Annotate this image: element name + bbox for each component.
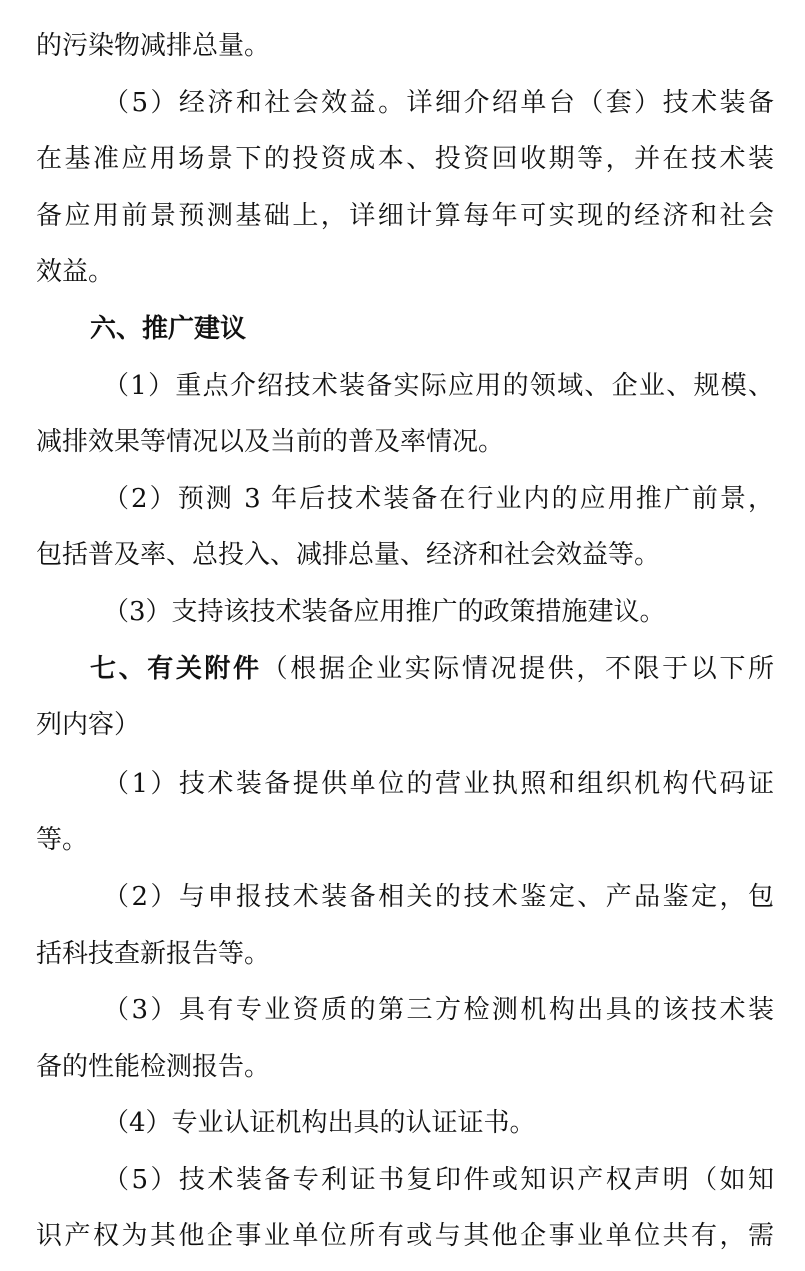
text-line: 括科技查新报告等。 <box>36 938 271 969</box>
section-heading-promotion: 六、推广建议 <box>90 313 247 344</box>
text-line: 备的性能检测报告。 <box>36 1051 271 1082</box>
text-line: 的污染物减排总量。 <box>36 31 271 61</box>
section-heading-attachments: 七、有关附件 <box>90 653 262 684</box>
text-line: （2）预测 3 年后技术装备在行业内的应用推广前景， <box>103 483 774 514</box>
text-line: （5）经济和社会效益。详细介绍单台（套）技术装备 <box>103 87 774 118</box>
text-line: 备应用前景预测基础上，详细计算每年可实现的经济和社会 <box>36 200 774 231</box>
text-line: （2）与申报技术装备相关的技术鉴定、产品鉴定，包 <box>103 881 774 912</box>
text-line: （4）专业认证机构出具的认证证书。 <box>103 1108 536 1139</box>
text-line: （3）支持该技术装备应用推广的政策措施建议。 <box>103 596 666 627</box>
text-line: （1）重点介绍技术装备实际应用的领域、企业、规模、 <box>103 370 774 401</box>
document-page <box>36 18 774 1265</box>
text-line: （根据企业实际情况提供，不限于以下所 <box>261 653 774 684</box>
text-line: （1）技术装备提供单位的营业执照和组织机构代码证 <box>103 768 774 799</box>
text-line: 减排效果等情况以及当前的普及率情况。 <box>36 427 505 458</box>
text-line: 包括普及率、总投入、减排总量、经济和社会效益等。 <box>36 540 661 571</box>
text-line: （3）具有专业资质的第三方检测机构出具的该技术装 <box>103 995 774 1026</box>
text-line: 识产权为其他企事业单位所有或与其他企事业单位共有，需 <box>36 1221 774 1252</box>
text-line: 效益。 <box>36 257 115 288</box>
text-line: 列内容） <box>36 710 141 741</box>
section-heading-attachments-line <box>36 641 774 698</box>
text-line: （5）技术装备专利证书复印件或知识产权声明（如知 <box>103 1164 774 1195</box>
text-line: 在基准应用场景下的投资成本、投资回收期等，并在技术装 <box>36 144 774 175</box>
text-line: 等。 <box>36 825 89 856</box>
